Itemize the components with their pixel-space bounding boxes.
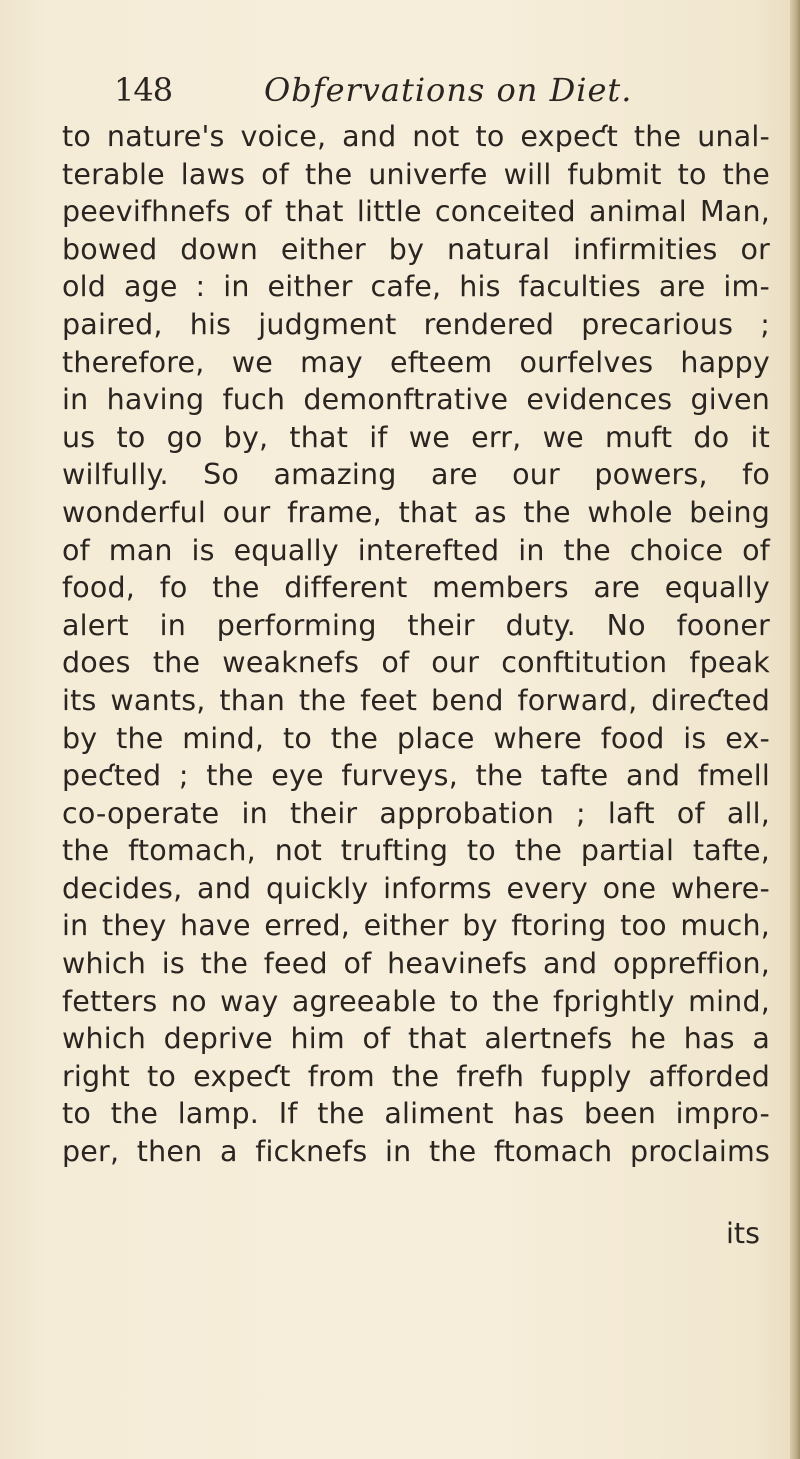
text-line: alert in performing their duty. No fooner — [62, 608, 770, 642]
text-line: wonderful our frame, that as the whole being — [62, 495, 770, 529]
text-line: which is the feed of heavinefs and oppreffion, — [62, 947, 770, 981]
text-line: its wants, than the feet bend forward, direƈted — [62, 683, 770, 717]
text-line: in they have erred, either by ftoring too much, — [62, 909, 770, 943]
text-line: which deprive him of that alertnefs he has a — [62, 1022, 770, 1056]
running-head — [114, 68, 754, 112]
text-line: peƈted ; the eye furveys, the tafte and fmell — [62, 759, 770, 793]
page-number: 148 — [114, 71, 173, 109]
text-line: co-operate in their approbation ; laft of all, — [62, 796, 770, 830]
text-line: us to go by, that if we err, we muft do it — [62, 420, 770, 454]
text-line: per, then a ficknefs in the ftomach proclaims — [62, 1135, 770, 1169]
text-line: to nature's voice, and not to expeƈt the unal- — [62, 120, 770, 153]
text-line: therefore, we may efteem ourfelves happy — [62, 345, 770, 379]
text-line: to the lamp. If the aliment has been impro- — [62, 1097, 770, 1131]
text-line: terable laws of the univerfe will fubmit to the — [62, 157, 770, 191]
catchword: its — [726, 1217, 760, 1250]
text-line: food, fo the different members are equally — [62, 571, 770, 605]
running-title: Obfervations on Diet. — [264, 71, 633, 109]
text-line: by the mind, to the place where food is ex- — [62, 721, 770, 755]
text-line: the ftomach, not trufting to the partial tafte, — [62, 834, 770, 868]
text-line: in having fuch demonftrative evidences given — [62, 383, 770, 417]
text-line: bowed down either by natural infirmities or — [62, 232, 770, 266]
text-line: fetters no way agreeable to the fprightly mind, — [62, 984, 770, 1018]
text-line: wilfully. So amazing are our powers, fo — [62, 458, 770, 492]
text-line: peevifhnefs of that little conceited animal Man, — [62, 195, 770, 229]
page-edge-shadow — [790, 0, 800, 1459]
body-text — [62, 118, 770, 1171]
text-line: paired, his judgment rendered precarious ; — [62, 307, 770, 341]
text-line: does the weaknefs of our conftitution fpeak — [62, 646, 770, 680]
text-line: decides, and quickly informs every one where- — [62, 871, 770, 905]
text-line: of man is equally interefted in the choice of — [62, 533, 770, 567]
text-line: right to expeƈt from the frefh fupply afforded — [62, 1059, 770, 1093]
text-line: old age : in either cafe, his faculties are im- — [62, 270, 770, 304]
